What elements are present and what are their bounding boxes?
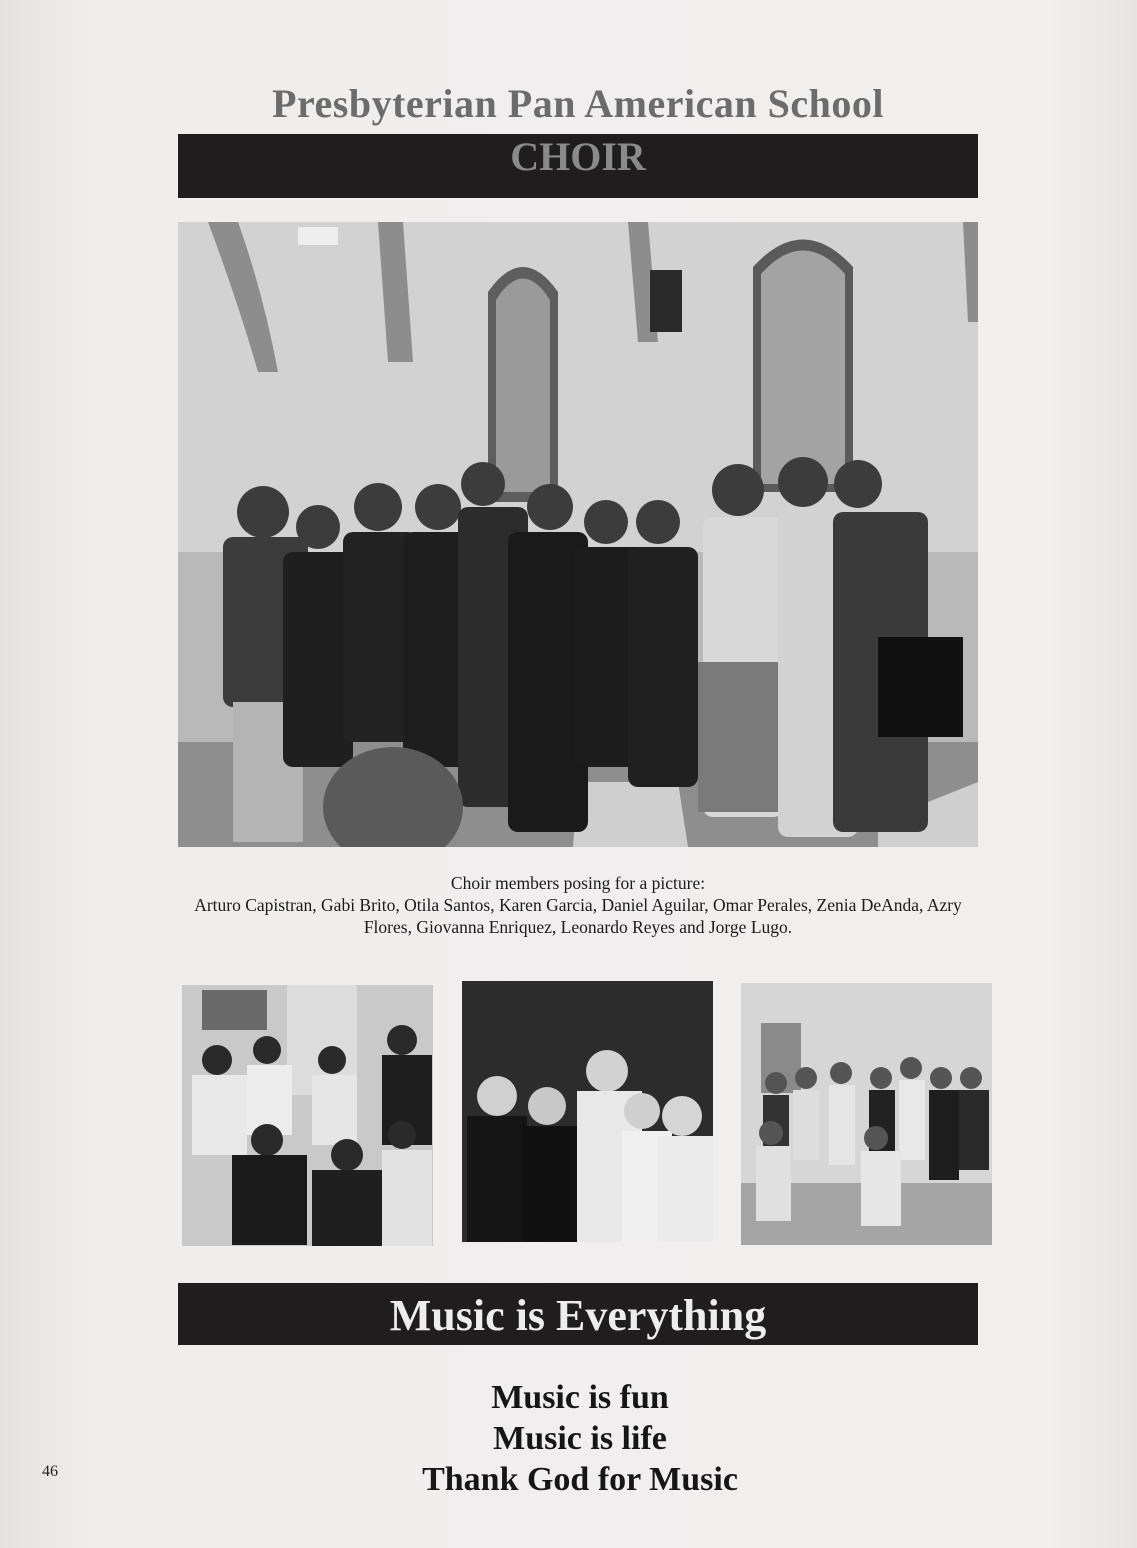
photo-caption	[178, 872, 978, 938]
choir-photo-right	[741, 983, 992, 1245]
choir-photo-left	[182, 985, 433, 1246]
poem-line: Thank God for Music	[422, 1461, 738, 1498]
choir-photo-center	[462, 981, 713, 1242]
motto-banner	[178, 1283, 978, 1345]
page-number: 46	[42, 1463, 58, 1480]
poem-line: Music is life	[493, 1420, 667, 1457]
motto-text: Music is Everything	[389, 1291, 767, 1340]
poem	[330, 1377, 830, 1500]
caption-intro: Choir members posing for a picture:	[450, 873, 706, 893]
school-title: Presbyterian Pan American School	[272, 81, 884, 126]
caption-members: Arturo Capistran, Gabi Brito, Otila Santos, Karen Garcia, Daniel Aguilar, Omar Perales, Zenia DeAnda, Azry Flores, Giovanna Enriquez, Leonardo Reyes and Jorge Lugo.	[194, 895, 962, 937]
section-banner	[178, 134, 978, 198]
poem-line: Music is fun	[491, 1379, 669, 1416]
choir-group-photo	[178, 222, 978, 847]
section-title: CHOIR	[510, 134, 646, 179]
